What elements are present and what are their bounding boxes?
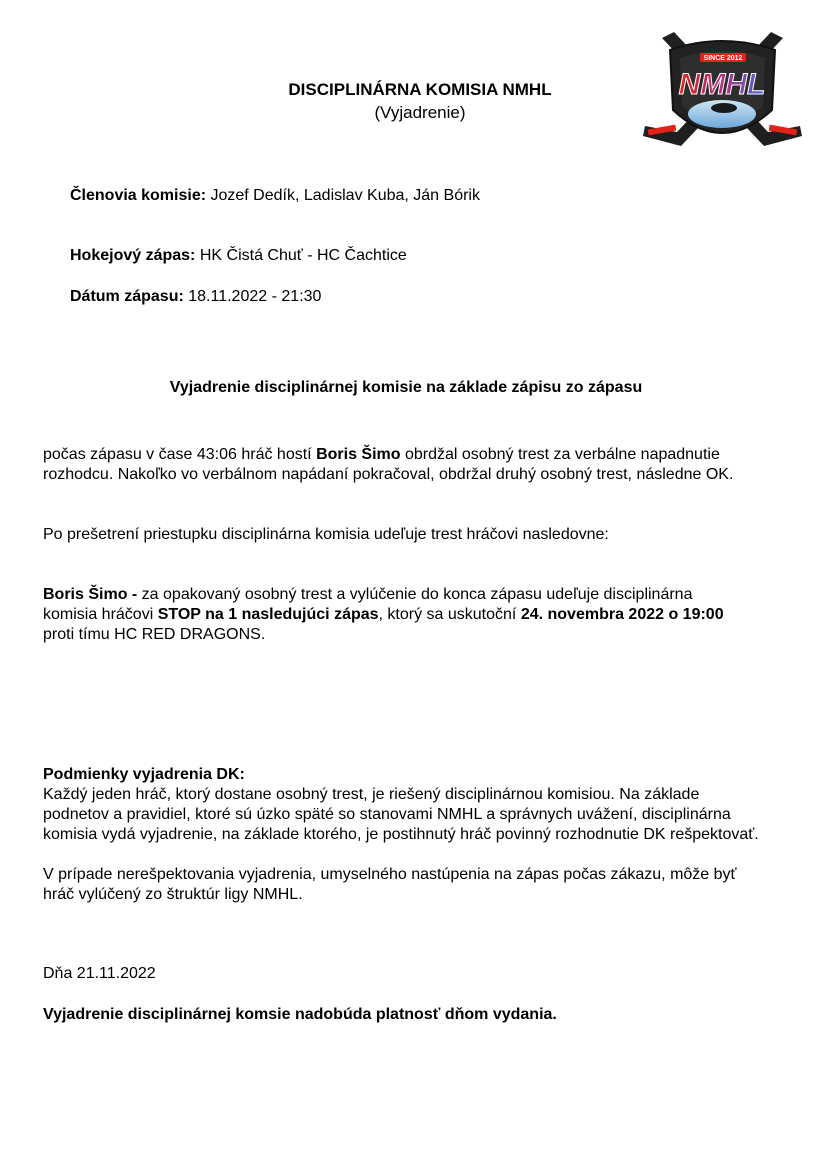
members-value: Jozef Dedík, Ladislav Kuba, Ján Bórik [206, 187, 480, 204]
members-row [70, 186, 480, 206]
conditions-heading-text: Podmienky vyjadrenia DK: [43, 766, 245, 783]
validity-text: Vyjadrenie disciplinárnej komsie nadobúda platnosť dňom vydania. [43, 1006, 557, 1023]
verdict-line-2 [43, 605, 813, 625]
conditions-line-5: hráč vylúčený zo štruktúr ligy NMHL. [43, 886, 303, 903]
conditions-warning [43, 865, 813, 905]
verdict-line-1 [43, 585, 813, 605]
svg-text:SINCE 2012: SINCE 2012 [703, 55, 743, 62]
verdict-text: za opakovaný osobný trest a vylúčenie do konca zápasu udeľuje disciplinárna [137, 586, 693, 603]
incident-text-a: počas zápasu v čase 43:06 hráč hostí [43, 446, 317, 463]
section-heading: Vyjadrenie disciplinárnej komisie na základe zápisu zo zápasu [169, 379, 643, 396]
verdict-paragraph [43, 585, 813, 645]
incident-line-2: rozhodcu. Nakoľko vo verbálnom napádaní pokračoval, obdržal druhý osobný trest, následne OK. [43, 466, 734, 483]
nmhl-logo [640, 28, 805, 158]
document-subtitle: (Vyjadrenie) [374, 103, 466, 122]
incident-text-c: obrdžal osobný trest za verbálne napadnutie [400, 446, 720, 463]
match-date-label: Dátum zápasu: [70, 288, 184, 305]
issue-date: Dňa 21.11.2022 [43, 965, 156, 982]
conditions-line-2: podnetov a pravidiel, ktoré sú úzko späté so stanovami NMHL a správnych uvážení, disciplinárna [43, 806, 731, 823]
conditions-heading [43, 765, 813, 785]
next-match-date: 24. novembra 2022 o 19:00 [520, 606, 724, 623]
investigation-paragraph: Po prešetrení priestupku disciplinárna komisia udeľuje trest hráčovi nasledovne: [43, 526, 609, 543]
members-label: Členovia komisie: [70, 187, 207, 204]
match-date-value: 18.11.2022 - 21:30 [183, 288, 322, 305]
conditions-line-1: Každý jeden hráč, ktorý dostane osobný trest, je riešený disciplinárnou komisiou. Na základe [43, 786, 700, 803]
player-name: Boris Šimo [316, 446, 401, 463]
incident-line-1 [43, 445, 813, 465]
verdict-text-2c: , ktorý sa uskutoční [378, 606, 521, 623]
suspension: STOP na 1 nasledujúci zápas [157, 606, 379, 623]
match-date-row [70, 287, 321, 307]
match-row [70, 246, 407, 266]
svg-text:NMHL: NMHL [678, 68, 766, 101]
validity-statement [43, 1005, 813, 1025]
document-title: DISCIPLINÁRNA KOMISIA NMHL [288, 80, 552, 99]
conditions-line-4: V prípade nerešpektovania vyjadrenia, umyselného nastúpenia na zápas počas zákazu, môže byť [43, 866, 737, 883]
incident-paragraph [43, 445, 813, 485]
verdict-player: Boris Šimo - [43, 586, 138, 603]
conditions-line-3: komisia vydá vyjadrenie, na základe ktorého, je postihnutý hráč povinný rozhodnutie DK rešpektovať. [43, 826, 759, 843]
match-label: Hokejový zápas: [70, 247, 196, 264]
match-value: HK Čistá Chuť - HC Čachtice [195, 247, 407, 264]
conditions-block [43, 765, 813, 845]
verdict-text-2a: komisia hráčovi [43, 606, 158, 623]
verdict-line-3: proti tímu HC RED DRAGONS. [43, 626, 266, 643]
